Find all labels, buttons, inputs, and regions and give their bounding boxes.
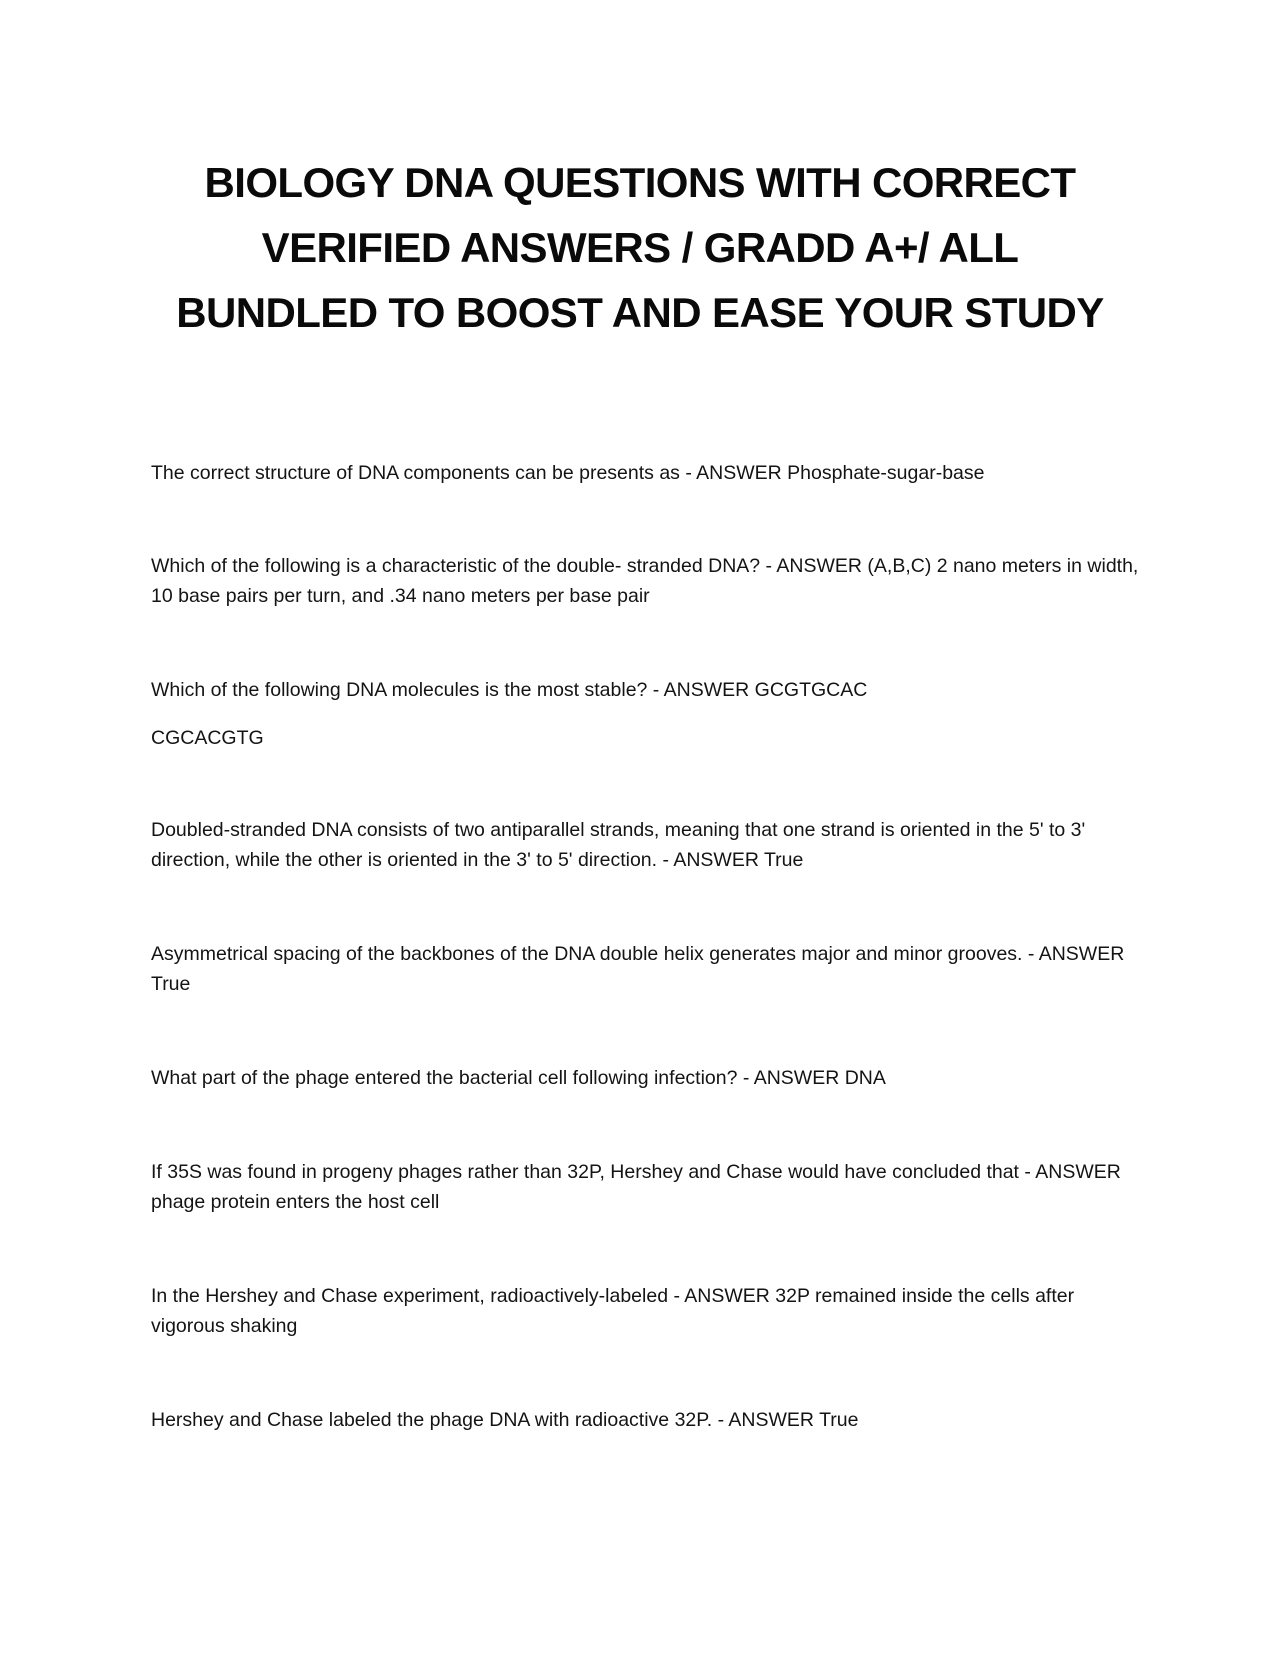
qa-item: Hershey and Chase labeled the phage DNA with radioactive 32P. - ANSWER True	[151, 1409, 859, 1431]
title-line: VERIFIED ANSWERS / GRADD A+/ ALL	[261, 224, 1019, 271]
qa-item: Which of the following DNA molecules is the most stable? - ANSWER GCGTGCAC	[151, 679, 868, 701]
title-line: BUNDLED TO BOOST AND EASE YOUR STUDY	[176, 289, 1104, 336]
qa-item: In the Hershey and Chase experiment, radioactively-labeled - ANSWER 32P remained inside the cells after vigorous shaking	[151, 1285, 1075, 1337]
qa-item: Doubled-stranded DNA consists of two antiparallel strands, meaning that one strand is oriented in the 5' to 3' direction, while the other is oriented in the 3' to 5' direction. - ANSWER True	[151, 819, 1086, 871]
qa-item: Which of the following is a characteristic of the double- stranded DNA? - ANSWER (A,B,C) 2 nano meters in width, 10 base pairs per turn, and .34 nano meters per base pair	[151, 555, 1139, 607]
qa-item: If 35S was found in progeny phages rather than 32P, Hershey and Chase would have concluded that - ANSWER phage protein enters the host cell	[151, 1161, 1121, 1213]
qa-item: The correct structure of DNA components can be presents as - ANSWER Phosphate-sugar-base	[151, 462, 985, 484]
qa-item: Asymmetrical spacing of the backbones of the DNA double helix generates major and minor grooves. - ANSWER True	[151, 943, 1125, 995]
qa-item: What part of the phage entered the bacterial cell following infection? - ANSWER DNA	[151, 1067, 886, 1089]
document-title	[150, 150, 1130, 345]
title-line: BIOLOGY DNA QUESTIONS WITH CORRECT	[204, 159, 1076, 206]
qa-item-continuation: CGCACGTG	[151, 727, 264, 749]
